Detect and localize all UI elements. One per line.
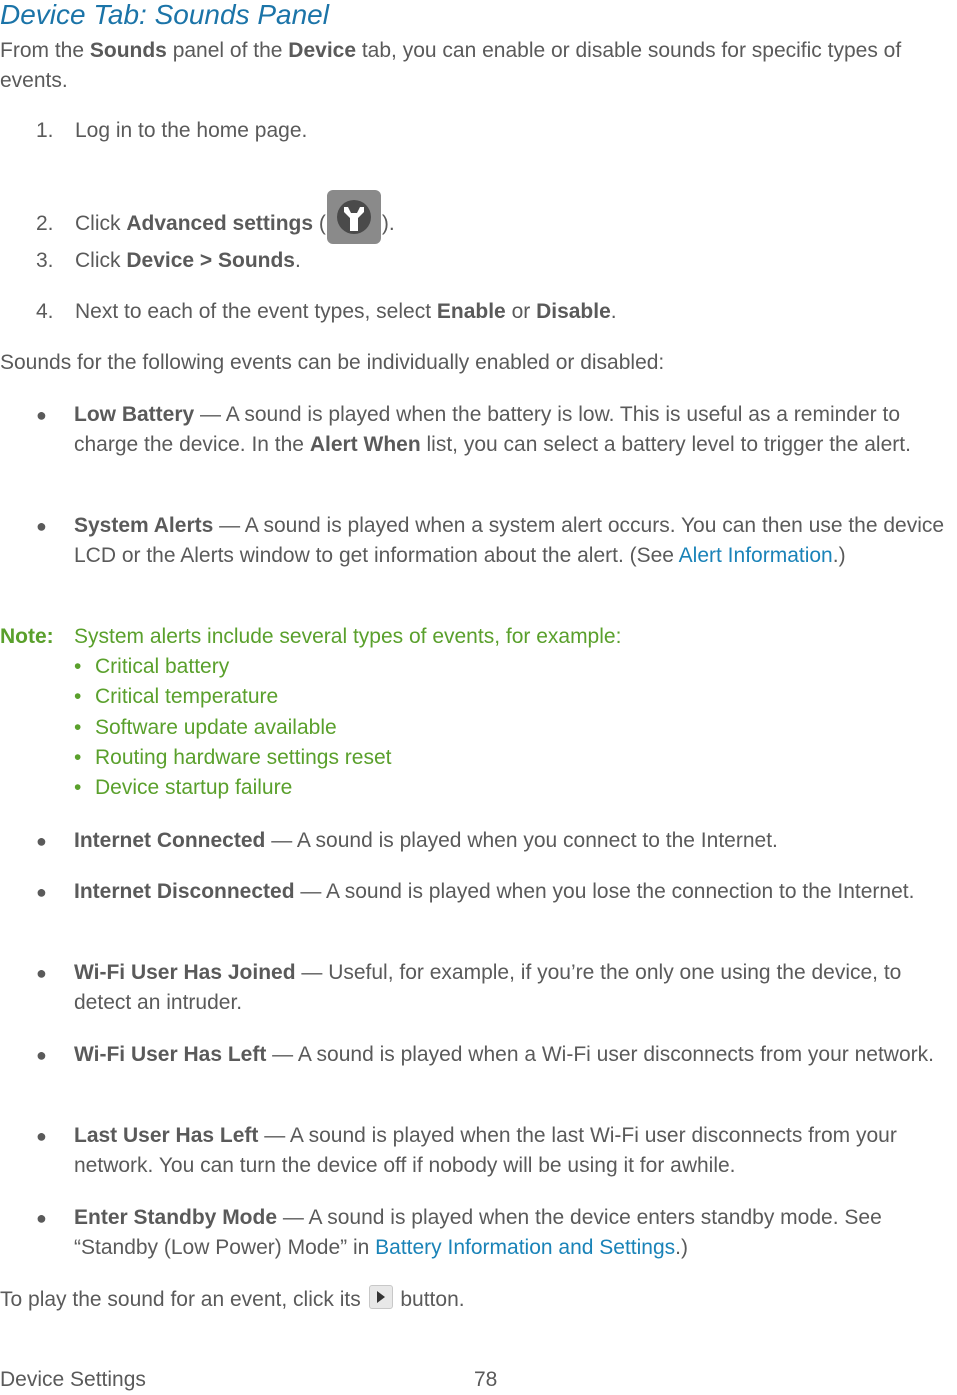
note-item: • Software update available: [74, 713, 934, 743]
note-intro: System alerts include several types of events, for example:: [74, 625, 622, 648]
footer-page-number: 78: [474, 1368, 498, 1391]
note-item: • Device startup failure: [74, 773, 934, 803]
bullet-icon: ●: [36, 405, 47, 425]
bullet-icon: ●: [36, 963, 47, 983]
step-1: 1. Log in to the home page.: [36, 119, 308, 142]
intro-paragraph: From the Sounds panel of the Device tab, you can enable or disable sounds for specific types of events.: [0, 39, 902, 92]
note-label: Note:: [0, 625, 54, 648]
footer-section: Device Settings: [0, 1368, 146, 1391]
play-instruction: To play the sound for an event, click its button.: [0, 1285, 465, 1315]
play-button-icon: [369, 1285, 393, 1309]
note-item: • Critical battery: [74, 652, 934, 682]
wrench-icon: [334, 197, 374, 237]
events-lead: Sounds for the following events can be individually enabled or disabled:: [0, 351, 665, 374]
event-wifi-user-joined: ● Wi-Fi User Has Joined — Useful, for example, if you’re the only one using the device, to detect an intruder.: [36, 958, 957, 1018]
bullet-icon: ●: [36, 1126, 47, 1146]
note-item: • Routing hardware settings reset: [74, 743, 934, 773]
bullet-icon: ●: [36, 1045, 47, 1065]
event-last-user-left: ● Last User Has Left — A sound is played when the last Wi-Fi user disconnects from your network. You can turn the device off if nobody will be using it for awhile.: [36, 1121, 957, 1181]
bullet-icon: ●: [36, 882, 47, 902]
play-icon: [376, 1291, 386, 1303]
event-wifi-user-left: ● Wi-Fi User Has Left — A sound is played when a Wi-Fi user disconnects from your network.: [36, 1040, 957, 1070]
page-title: Device Tab: Sounds Panel: [0, 0, 329, 30]
event-internet-disconnected: ● Internet Disconnected — A sound is played when you lose the connection to the Internet.: [36, 877, 957, 907]
note-item: • Critical temperature: [74, 682, 934, 712]
bullet-icon: ●: [36, 831, 47, 851]
step-2: 2. Click Advanced settings ( ).: [36, 190, 395, 244]
bullet-icon: ●: [36, 1208, 47, 1228]
battery-information-link[interactable]: Battery Information and Settings: [375, 1236, 676, 1259]
event-enter-standby: ● Enter Standby Mode — A sound is played when the device enters standby mode. See “Standby (Low Power) Mode” in Battery Information and Settings.): [36, 1203, 957, 1263]
advanced-settings-icon: [327, 190, 381, 244]
event-system-alerts: ● System Alerts — A sound is played when a system alert occurs. You can then use the device LCD or the Alerts window to get information about the alert. (See Alert Information.): [36, 511, 957, 571]
step-4: 4. Next to each of the event types, select Enable or Disable.: [36, 300, 617, 323]
event-internet-connected: ● Internet Connected — A sound is played when you connect to the Internet.: [36, 826, 957, 856]
step-3: 3. Click Device > Sounds.: [36, 249, 301, 272]
alert-information-link[interactable]: Alert Information: [678, 544, 833, 567]
event-low-battery: ● Low Battery — A sound is played when the battery is low. This is useful as a reminder to charge the device. In the Alert When list, you can select a battery level to trigger the alert.: [36, 400, 957, 460]
bullet-icon: ●: [36, 516, 47, 536]
